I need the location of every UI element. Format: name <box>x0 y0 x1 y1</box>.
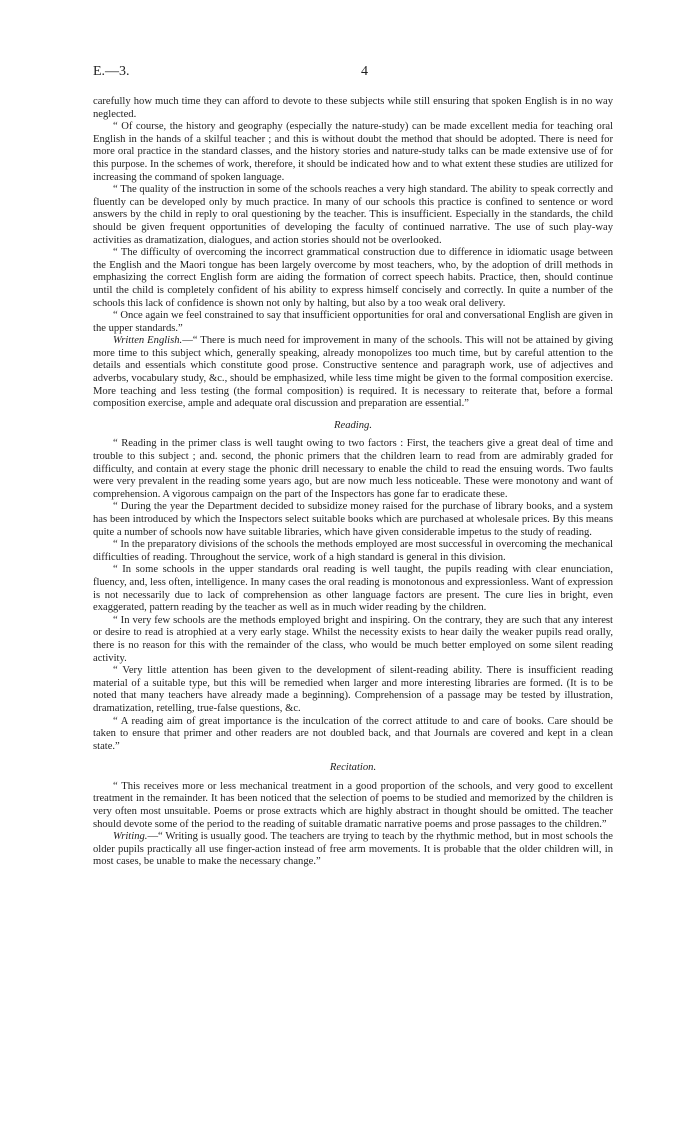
paragraph-lead: Writing. <box>113 831 148 843</box>
paragraph-text: “ The quality of the instruction in some of the schools reaches a very high standard. The ability to speak correctly and fluently can be developed only by much practice. In many of our schools this practice is confined to sentence or word answers by the child in reply to oral questioning by the teacher. This is insufficient. Especially in the standards, the child should be given frequent opportunities of developing the faculty of continued narrative. The use of such play-way activities as dramatization, dialogues, and action stories should not be overlooked. <box>93 184 613 246</box>
paragraph <box>93 121 613 184</box>
paragraph <box>93 564 613 614</box>
paragraph <box>93 96 613 121</box>
page-body <box>93 96 613 869</box>
paragraph <box>93 615 613 665</box>
section-heading: Recitation. <box>329 762 377 774</box>
paragraph-text: “ A reading aim of great importance is the inculcation of the correct attitude to and care of books. Care should be taken to ensure that primer and other readers are not doubled back, and that Journals are covered and kept in a clean state.” <box>93 715 613 752</box>
paragraph <box>93 831 613 869</box>
paragraph <box>93 665 613 715</box>
paragraph-text: “ Very little attention has been given to the development of silent-reading ability. There is insufficient reading material of a suitable type, but this will be remedied when larger and more interesting libraries are formed. (It is to be noted that many teachers have already made a beginning). Comprehension of a passage may be tested by illustration, dramatization, retelling, true-false questions, &c. <box>93 665 613 714</box>
paragraph <box>93 781 613 831</box>
paragraph-text: —“ Writing is usually good. The teachers are trying to teach by the rhythmic method, but in most schools the older pupils practically all use finger-action instead of free arm movements. It is probable that the older children will, in most cases, be unable to make the necessary change.” <box>93 831 613 868</box>
paragraph <box>93 184 613 247</box>
paragraph-text: “ In some schools in the upper standards oral reading is well taught, the pupils reading with clear enunciation, fluency, and, less often, intelligence. In many cases the oral reading is monotonous and expressionless. Want of expression is not necessarily due to lack of comprehension as other language factors are present. The cure lies in bright, even exaggerated, pattern reading by the teacher as well as in much wider reading by the children. <box>93 564 613 614</box>
section <box>93 420 613 753</box>
paragraph-text: “ Of course, the history and geography (especially the nature-study) can be made excellent media for teaching oral English in the hands of a skilful teacher ; and this is without doubt the method that should be adopted. There is need for more oral practice in the standard classes, and the history stories and nature-study talks can be made extensive use of for this purpose. In the schemes of work, therefore, it should be indicated how and to what extent these studies are utilized for increasing the command of spoken language. <box>93 121 613 183</box>
document-reference: E.—3. <box>93 64 130 79</box>
paragraph-text: “ Once again we feel constrained to say that insufficient opportunities for oral and conversational English are given in the upper standards.” <box>93 310 613 334</box>
page-number: 4 <box>361 64 368 79</box>
paragraph <box>93 716 613 754</box>
paragraph-text: “ During the year the Department decided to subsidize money raised for the purchase of library books, and a system has been introduced by which the Inspectors select suitable books which are purchased at wholesale prices. By this means quite a number of schools now have suitable libraries, which have given considerable impetus to the study of reading. <box>93 501 613 538</box>
paragraph-text: “ The difficulty of overcoming the incorrect grammatical construction due to difference in idiomatic usage between the English and the Maori tongue has been largely overcome by most teachers, who, by the adoption of drill methods in emphasizing the correct English form are aiding the formation of correct speech habits. Practice, then, should continue until the child is completely confident of his ability to express himself concisely and correctly. In quite a number of the schools this lack of confidence is shown not only by halting, but also by a too weak oral delivery. <box>93 247 613 309</box>
paragraph <box>93 501 613 539</box>
paragraph <box>93 539 613 564</box>
paragraph <box>93 438 613 501</box>
page-header <box>93 64 613 80</box>
paragraph-text: “ In the preparatory divisions of the schools the methods employed are most successful in overcoming the mechanical difficulties of reading. Throughout the service, work of a high standard is general in this division. <box>93 539 613 563</box>
paragraph <box>93 335 613 411</box>
paragraph-text: carefully how much time they can afford to devote to these subjects while still ensuring that spoken English is in no way neglected. <box>93 96 613 120</box>
section-heading: Reading. <box>334 419 372 431</box>
paragraph <box>93 247 613 310</box>
section <box>93 762 613 869</box>
paragraph-text: “ This receives more or less mechanical treatment in a good proportion of the schools, and very good to excellent treatment in the remainder. It has been noticed that the selection of poems to be studied and memorized by the children is very often most unsuitable. Poems or prose extracts which are highly abstract in thought should be omitted. The teacher should devote some of the period to the reading of suitable dramatic narrative poems and prose passages to the children.” <box>93 780 613 830</box>
paragraph-lead: Written English. <box>113 335 183 347</box>
section <box>93 96 613 411</box>
paragraph <box>93 310 613 335</box>
paragraph-text: “ In very few schools are the methods employed bright and inspiring. On the contrary, they are such that any interest or desire to read is atrophied at a very early stage. Whilst the necessity exists to hear daily the weaker pupils read orally, there is no reason for this with the remainder of the class, who would be much better employed on some silent reading activity. <box>93 614 613 664</box>
paragraph-text: —“ There is much need for improvement in many of the schools. This will not be attained by giving more time to this subject which, generally speaking, already monopolizes too much time, but by careful attention to the details and essentials which constitute good prose. Constructive sentence and paragraph work, use of adjectives and adverbs, vocabulary study, &c., should be emphasized, while less time might be given to the formal composition exercise. More teaching and less testing (the formal composition) is required. It is necessary to reiterate that, before a formal composition exercise, ample and adequate oral discussion and preparation are essential.” <box>93 335 614 410</box>
paragraph-text: “ Reading in the primer class is well taught owing to two factors : First, the teachers give a great deal of time and trouble to this subject ; and. second, the phonic primers that the children learn to read from are admirably graded for difficulty, and contain at every stage the phonic drill necessary to enable the child to read the ensuing words. Two faults were very prevalent in the reading some years ago, but are now much less noticeable. These were monotony and want of comprehension. A vigorous campaign on the part of the Inspectors has gone far to eradicate these. <box>93 438 613 500</box>
